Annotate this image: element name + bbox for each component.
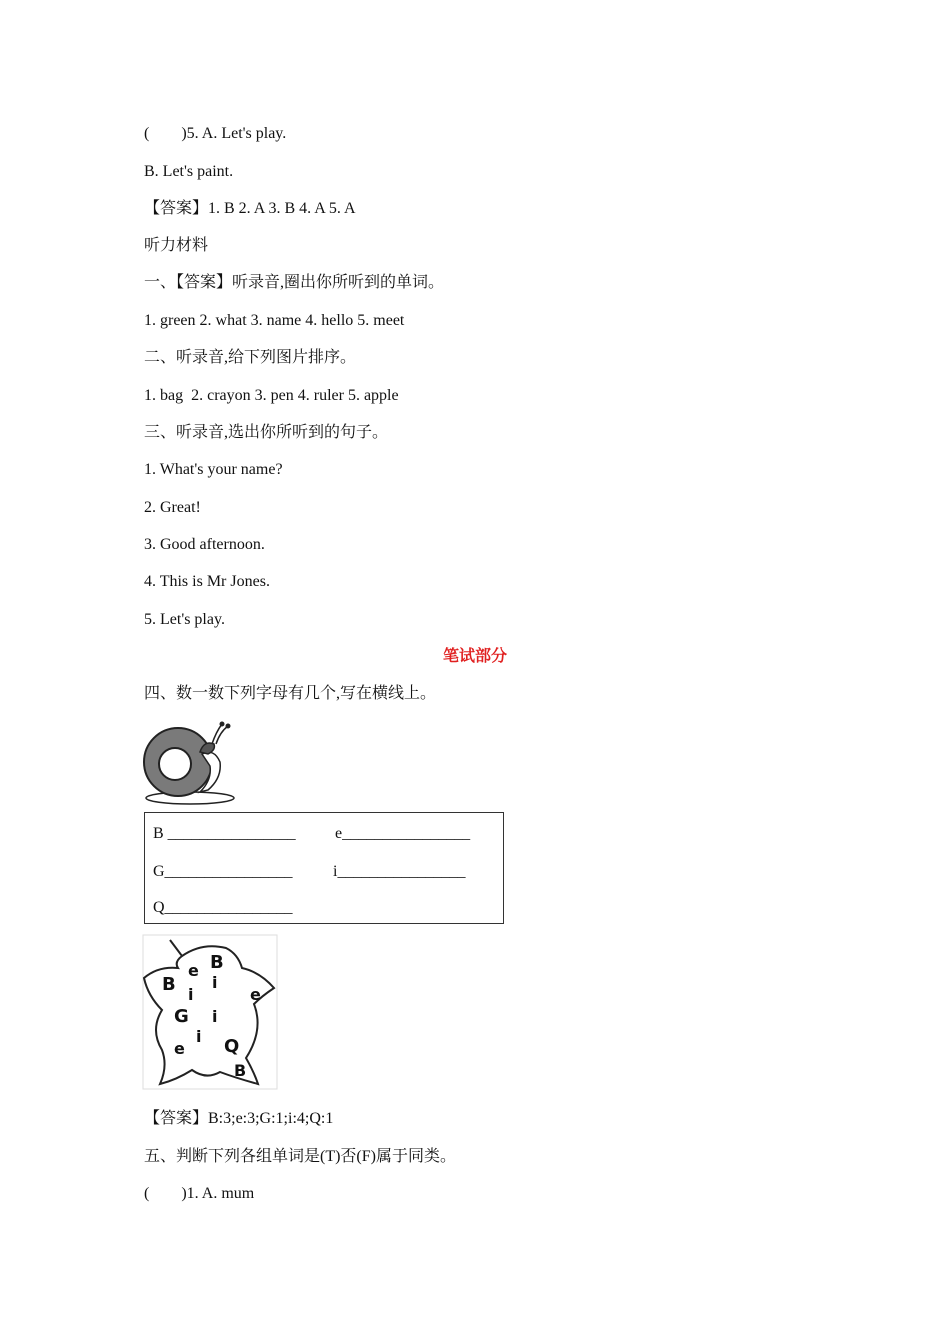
listening-material-heading: 听力材料 [144,237,209,254]
question-5: ( )5. A. Let's play. [144,125,287,142]
leaf-letter: B [162,974,176,995]
sentence-5: 5. Let's play. [144,611,225,628]
blank-i[interactable]: i________________ [333,863,466,880]
part-5-heading: 五、判断下列各组单词是(T)否(F)属于同类。 [144,1148,456,1165]
leaf-letter: G [174,1006,189,1027]
leaf-letter: e [188,961,199,980]
sentence-3: 3. Good afternoon. [144,536,265,553]
leaf-letters-illustration [142,934,278,1090]
part-4-heading: 四、数一数下列字母有几个,写在横线上。 [144,685,437,702]
part-2-heading: 二、听录音,给下列图片排序。 [144,349,357,366]
leaf-letter: e [174,1039,185,1058]
answer-box [144,812,504,924]
sentence-4: 4. This is Mr Jones. [144,573,270,590]
part-3-heading: 三、听录音,选出你所听到的句子。 [144,424,389,441]
option-b: B. Let's paint. [144,163,234,180]
leaf-letter: i [196,1027,202,1046]
sentence-2: 2. Great! [144,499,201,516]
answer-line: 【答案】1. B 2. A 3. B 4. A 5. A [144,200,356,217]
written-section-title: 笔试部分 [442,648,507,665]
leaf-letter: B [210,952,224,973]
blank-e[interactable]: e________________ [335,825,471,842]
part-1-heading: 一、【答案】听录音,圈出你所听到的单词。 [144,274,445,291]
leaf-letter: B [234,1061,247,1080]
blank-q[interactable]: Q________________ [153,899,293,916]
leaf-letter: i [188,985,194,1004]
part-2-words: 1. bag 2. crayon 3. pen 4. ruler 5. apple [144,387,399,404]
blank-b[interactable]: B ________________ [153,825,296,842]
leaf-letter: Q [224,1036,240,1057]
leaf-letter: i [212,973,218,992]
part-5-question-1: ( )1. A. mum [144,1185,255,1202]
snail-illustration [142,718,238,808]
part-4-answer: 【答案】B:3;e:3;G:1;i:4;Q:1 [144,1110,334,1127]
sentence-1: 1. What's your name? [144,461,283,478]
leaf-letter: i [212,1007,218,1026]
blank-g[interactable]: G________________ [153,863,293,880]
part-1-words: 1. green 2. what 3. name 4. hello 5. meet [144,312,405,329]
leaf-letter: e [250,985,261,1004]
